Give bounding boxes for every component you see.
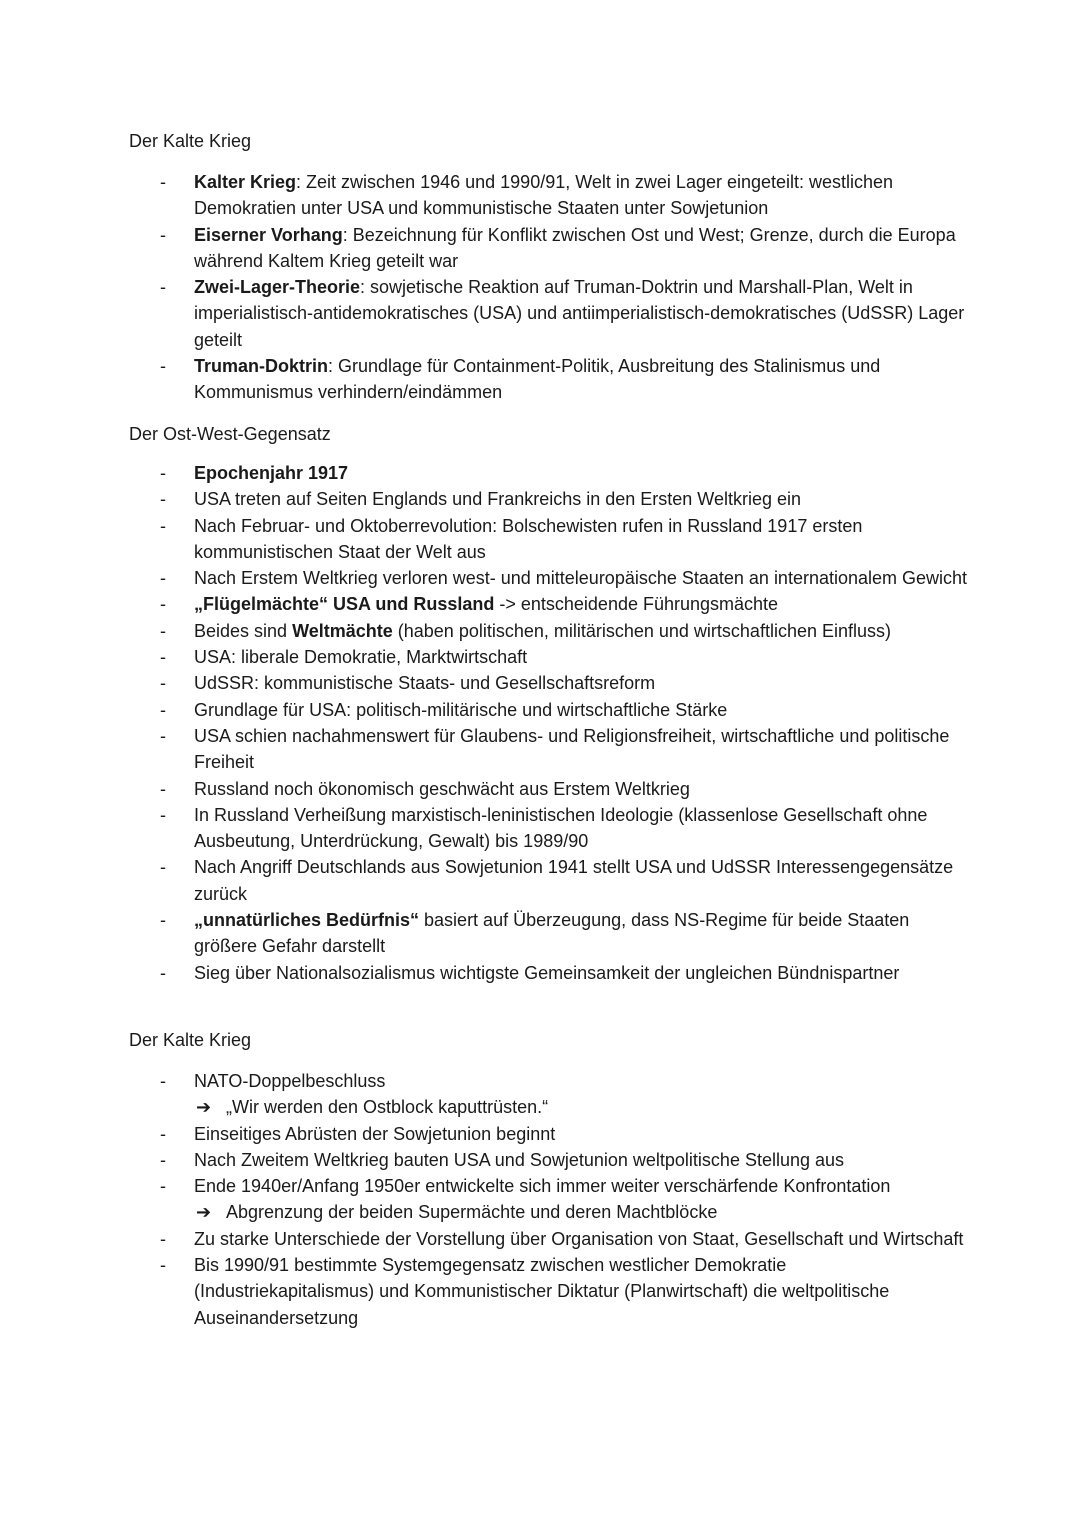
arrow-right-icon: ➔ [196,1097,212,1118]
item-text: USA: liberale Demokratie, Marktwirtschaft [194,647,528,668]
dash-bullet: - [160,1071,166,1091]
dash-bullet: - [160,1176,166,1197]
list-item [0,274,1080,353]
dash-bullet: - [160,857,166,878]
item-text: Sieg über Nationalsozialismus wichtigste Gemeinsamkeit der ungleichen Bündnispartner [194,962,900,983]
list-item [0,1121,1080,1147]
list-item [0,776,1080,802]
dash-bullet: - [160,699,166,720]
list-item [0,1173,1080,1199]
bullet-list [0,1068,1080,1331]
list-item [0,591,1080,617]
list-item [0,670,1080,696]
dash-bullet: - [160,673,166,694]
term: Truman-Doktrin [194,356,329,377]
item-text: Ende 1940er/Anfang 1950er entwickelte sich immer weiter verschärfende Konfrontation [194,1176,891,1197]
dash-bullet: - [160,277,166,298]
term: Weltmächte [292,620,393,641]
dash-bullet: - [160,725,166,746]
term: Epochenjahr 1917 [194,463,349,483]
list-item [0,960,1080,986]
list-item [0,907,1080,960]
list-item [0,1226,1080,1252]
item-text: USA schien nachahmenswert für Glaubens- und Religionsfreiheit, wirtschaftliche und politische Freiheit [194,725,950,773]
item-text: UdSSR: kommunistische Staats- und Gesellschaftsreform [194,673,656,694]
dash-bullet: - [160,620,166,641]
term: Zwei-Lager-Theorie [194,277,361,298]
dash-bullet: - [160,568,166,589]
dash-bullet: - [160,647,166,668]
list-item [0,513,1080,566]
item-text: Nach Erstem Weltkrieg verloren west- und mitteleuropäische Staaten an internationalem Gewicht [194,568,968,589]
dash-bullet: - [160,463,166,483]
list-item [0,618,1080,644]
item-text: basiert auf Überzeugung, dass NS-Regime für beide Staaten größere Gefahr darstellt [194,910,910,957]
item-text: Nach Angriff Deutschlands aus Sowjetunion 1941 stellt USA und UdSSR Interessengegensätze zurück [194,857,954,904]
item-text: Nach Februar- und Oktoberrevolution: Bolschewisten rufen in Russland 1917 ersten kommunistischen Staat der Welt aus [194,515,863,562]
list-item [0,697,1080,723]
dash-bullet: - [160,804,166,825]
list-item [0,644,1080,670]
sub-item-text: Abgrenzung der beiden Supermächte und deren Machtblöcke [226,1202,718,1223]
item-text: (haben politischen, militärischen und wirtschaftlichen Einfluss) [392,620,891,641]
item-text: Einseitiges Abrüsten der Sowjetunion beginnt [194,1123,556,1144]
definition: : sowjetische Reaktion auf Truman-Doktrin und Marshall-Plan, Welt in imperialistisch-antidemokratisches (USA) und antiimperialistisch-demokratisches (UdSSR) Lager geteilt [194,277,965,350]
item-text: USA treten auf Seiten Englands und Frankreichs in den Ersten Weltkrieg ein [194,489,802,510]
dash-bullet: - [160,356,166,377]
item-text: Grundlage für USA: politisch-militärische und wirtschaftliche Stärke [194,699,728,720]
arrow-right-icon: ➔ [196,1202,212,1223]
definition: : Zeit zwischen 1946 und 1990/91, Welt in zwei Lager eingeteilt: westlichen Demokratien unter USA und kommunistische Staaten unter Sowjetunion [194,172,894,219]
term: Kalter Krieg [194,172,297,192]
list-item [0,169,1080,222]
list-item [0,1147,1080,1173]
sub-item-text: „Wir werden den Ostblock kaputtrüsten.“ [226,1097,549,1118]
bullet-list [0,169,1080,406]
item-text: Nach Zweitem Weltkrieg bauten USA und Sowjetunion weltpolitische Stellung aus [194,1149,845,1170]
dash-bullet: - [160,910,166,931]
item-text: Zu starke Unterschiede der Vorstellung über Organisation von Staat, Gesellschaft und Wirtschaft [194,1228,964,1249]
sub-item [0,1199,1080,1225]
definition: : Grundlage für Containment-Politik, Ausbreitung des Stalinismus und Kommunismus verhindern/eindämmen [194,356,881,403]
list-item [0,460,1080,486]
dash-bullet: - [160,1255,166,1276]
section-heading: Der Kalte Krieg [129,1030,252,1050]
list-item [0,565,1080,591]
dash-bullet: - [160,172,166,192]
item-text: Russland noch ökonomisch geschwächt aus Erstem Weltkrieg [194,778,690,799]
term: „Flügelmächte“ USA und Russland [194,594,495,615]
list-item [0,802,1080,855]
list-item [0,353,1080,406]
list-item [0,222,1080,275]
term: Eiserner Vorhang [194,224,343,245]
item-prefix: Beides sind [194,620,293,641]
item-text: NATO-Doppelbeschluss [194,1071,386,1091]
dash-bullet: - [160,778,166,799]
item-text: In Russland Verheißung marxistisch-leninistischen Ideologie (klassenlose Gesellschaft ohne Ausbeutung, Unterdrückung, Gewalt) bis 1989/90 [194,804,928,852]
section-heading: Der Kalte Krieg [129,131,252,151]
item-text: -> entscheidende Führungsmächte [494,594,779,615]
list-item [0,486,1080,512]
term: „unnatürliches Bedürfnis“ [194,910,420,931]
dash-bullet: - [160,1149,166,1170]
dash-bullet: - [160,1228,166,1249]
list-item [0,854,1080,907]
dash-bullet: - [160,962,166,983]
list-item [0,1068,1080,1094]
section-heading: Der Ost-West-Gegensatz [129,424,331,444]
dash-bullet: - [160,1123,166,1144]
dash-bullet: - [160,515,166,536]
item-text: Bis 1990/91 bestimmte Systemgegensatz zwischen westlicher Demokratie (Industriekapitalismus) und Kommunistischer Diktatur (Planwirtschaft) die weltpolitische Auseinandersetzung [194,1255,890,1328]
dash-bullet: - [160,594,166,615]
sub-item [0,1094,1080,1120]
bullet-list [0,460,1080,986]
dash-bullet: - [160,224,166,245]
definition: : Bezeichnung für Konflikt zwischen Ost und West; Grenze, durch die Europa während Kaltem Krieg geteilt war [194,224,956,271]
list-item [0,1252,1080,1331]
dash-bullet: - [160,489,166,510]
list-item [0,723,1080,776]
